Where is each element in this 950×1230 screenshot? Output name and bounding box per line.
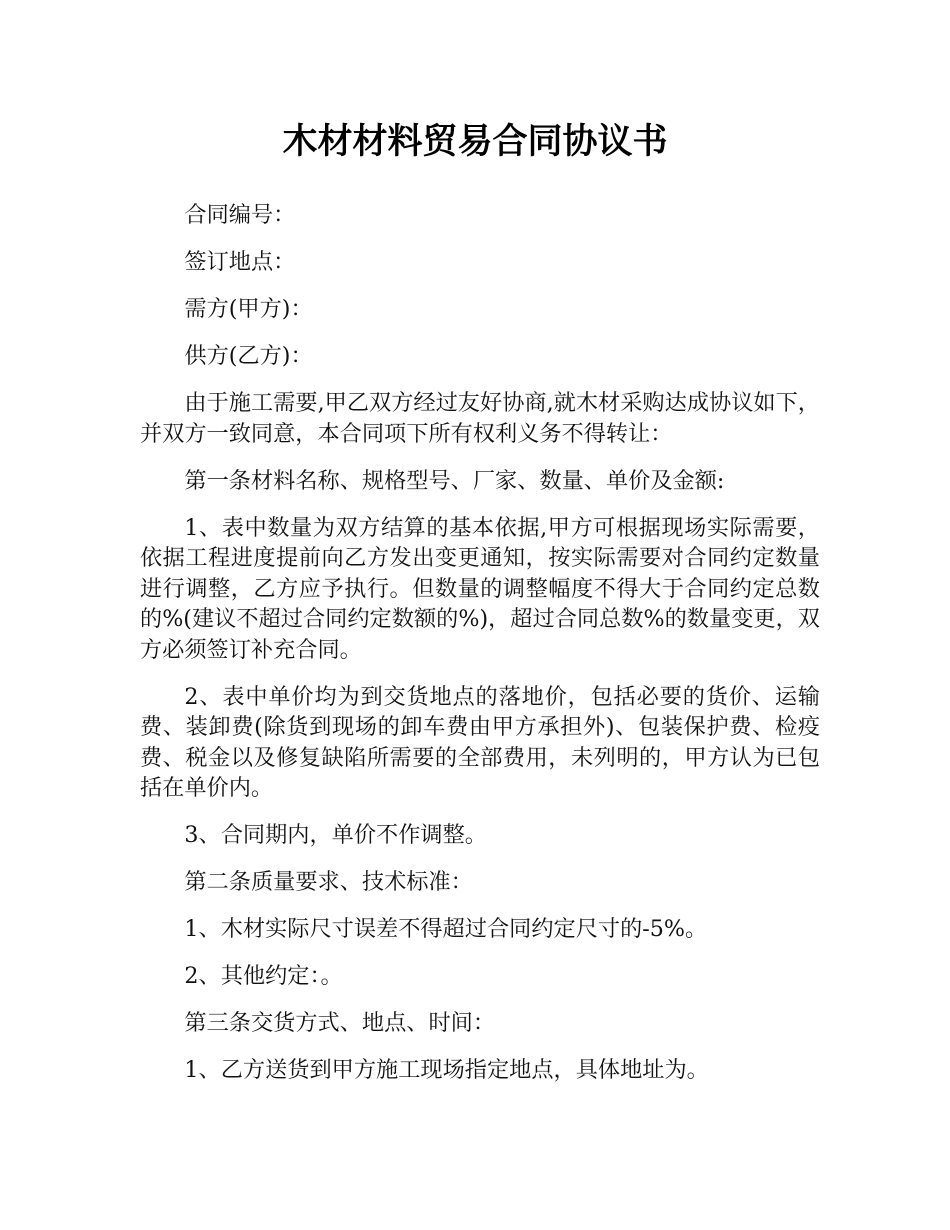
- document-title: 木材材料贸易合同协议书: [282, 122, 668, 162]
- signing-location-field: 签订地点：: [184, 249, 296, 275]
- preamble-paragraph: 由于施工需要,甲乙双方经过友好协商,就木材采购达成协议如下，并双方一致同意，本合同项下所有权利义务不得转让：: [140, 390, 820, 447]
- document-body: [140, 200, 820, 1102]
- article-3-heading: 第三条交货方式、地点、时间：: [184, 1010, 496, 1036]
- article-1-heading: 第一条材料名称、规格型号、厂家、数量、单价及金额:: [184, 467, 725, 494]
- contract-number-field: 合同编号：: [184, 202, 296, 228]
- article-1-clause-1: 1、表中数量为双方结算的基本依据,甲方可根据现场实际需要，依据工程进度提前向乙方发出变更通知，按实际需要对合同约定数量进行调整，乙方应予执行。但数量的调整幅度不得大于合同约定总数的%(建议不超过合同约定数额的%)，超过合同总数%的数量变更，双方必须签订补充合同。: [140, 514, 820, 663]
- article-3-clause-1: 1、乙方送货到甲方施工现场指定地点，具体地址为。: [184, 1057, 709, 1083]
- article-1-clause-2: 2、表中单价均为到交货地点的落地价，包括必要的货价、运输费、装卸费(除货到现场的卸车费由甲方承担外)、包装保护费、检疫费、税金以及修复缺陷所需要的全部费用，未列明的，甲方认为已包括在单价内。: [140, 683, 820, 801]
- buyer-party-field: 需方(甲方)：: [184, 296, 313, 322]
- article-2-clause-2: 2、其他约定：。: [184, 963, 343, 989]
- supplier-party-field: 供方(乙方)：: [184, 343, 313, 369]
- article-2-clause-1: 1、木材实际尺寸误差不得超过合同约定尺寸的-5%。: [184, 916, 708, 942]
- article-1-clause-3: 3、合同期内，单价不作调整。: [184, 822, 487, 848]
- article-2-heading: 第二条质量要求、技术标准：: [184, 869, 473, 895]
